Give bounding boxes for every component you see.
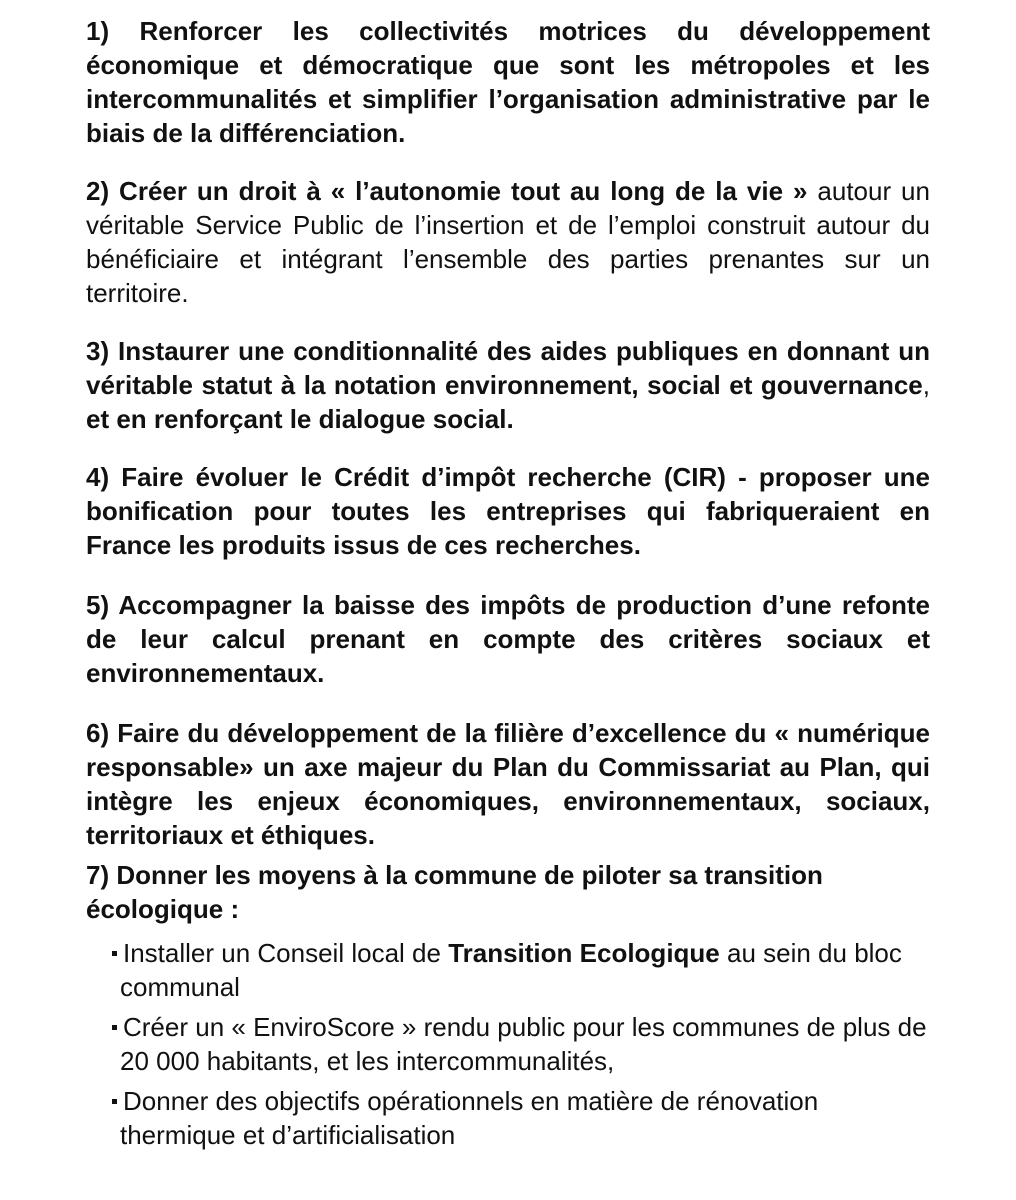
document-page: [86, 14, 930, 1158]
paragraph-5: [86, 588, 930, 690]
paragraph-7-bold: 7) Donner les moyens à la commune de piloter sa transition écologique :: [86, 860, 823, 924]
paragraph-1-bold: 1) Renforcer les collectivités motrices du développement économique et démocratique que sont les métropoles et les intercommunalités et simplifier l’organisation administrative par le biais de la différenciation.: [86, 16, 930, 148]
bullet-marker: [112, 1025, 117, 1030]
bullet-1-text-before: Installer un Conseil local de: [123, 938, 449, 968]
bullet-2-text: Créer un « EnviroScore » rendu public pour les communes de plus de 20 000 habitants, et les intercommunalités,: [120, 1012, 927, 1076]
paragraph-4: [86, 460, 930, 562]
paragraph-7: [86, 858, 930, 926]
bullet-marker: [112, 1099, 117, 1104]
bullet-list: [86, 936, 930, 1152]
bullet-1-text-after: au sein du bloc communal: [120, 938, 902, 1002]
bullet-1-text-bold: Transition Ecologique: [448, 938, 720, 968]
paragraph-6-bold: 6) Faire du développement de la filière d’excellence du « numérique responsable» un axe majeur du Plan du Commissariat au Plan, qui intègre les enjeux économiques, environnementaux, sociaux, territoriaux et éthiques.: [86, 718, 930, 850]
paragraph-3-bold-end: et en renforçant le dialogue social.: [86, 404, 514, 434]
paragraph-4-bold: 4) Faire évoluer le Crédit d’impôt recherche (CIR) - proposer une bonification pour toutes les entreprises qui fabriqueraient en France les produits issus de ces recherches.: [86, 462, 930, 560]
bullet-3-text: Donner des objectifs opérationnels en matière de rénovation thermique et d’artificialisation: [120, 1086, 819, 1150]
paragraph-2-text: autour un véritable Service Public de l’insertion et de l’emploi construit autour du bénéficiaire et intégrant l’ensemble des parties prenantes sur un territoire.: [86, 176, 930, 308]
paragraph-3-comma: ,: [922, 370, 930, 400]
bullet-item-2: [86, 1010, 930, 1078]
paragraph-3-bold: 3) Instaurer une conditionnalité des aides publiques en donnant un véritable statut à la notation environnement, social et gouvernance: [86, 336, 930, 400]
paragraph-5-bold: 5) Accompagner la baisse des impôts de production d’une refonte de leur calcul prenant en compte des critères sociaux et environnementaux.: [86, 590, 930, 688]
bullet-item-3: [86, 1084, 930, 1152]
paragraph-1: [86, 14, 930, 150]
bullet-item-1: [86, 936, 930, 1004]
paragraph-6: [86, 716, 930, 852]
paragraph-2: [86, 174, 930, 310]
paragraph-2-bold: 2) Créer un droit à « l’autonomie tout au long de la vie »: [86, 176, 808, 206]
bullet-marker: [112, 951, 117, 956]
paragraph-3: [86, 334, 930, 436]
